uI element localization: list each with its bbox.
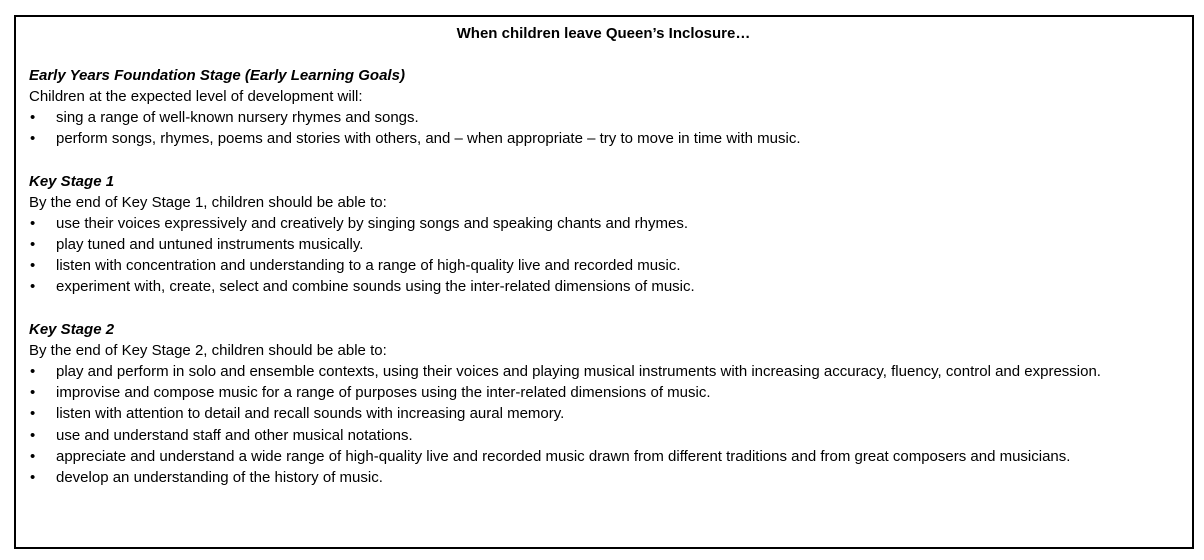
- list-item-text: sing a range of well-known nursery rhymes and songs.: [56, 109, 419, 126]
- list-item-text: experiment with, create, select and combine sounds using the inter-related dimensions of music.: [56, 278, 695, 296]
- section-eyfs: [29, 65, 1178, 150]
- list-item-text: listen with concentration and understanding to a range of high-quality live and recorded music.: [56, 257, 681, 275]
- section-intro: Children at the expected level of development will:: [29, 88, 363, 105]
- bullet-icon: •: [30, 130, 36, 148]
- list-item: [29, 213, 1178, 234]
- bullet-icon: •: [30, 384, 36, 402]
- bullet-icon: •: [30, 109, 36, 126]
- section-key-stage-1: [29, 171, 1178, 298]
- list-item-text: listen with attention to detail and recall sounds with increasing aural memory.: [56, 405, 565, 423]
- goal-list: [29, 213, 1178, 298]
- list-item-text: use and understand staff and other musical notations.: [56, 426, 413, 444]
- bullet-icon: •: [30, 362, 36, 380]
- list-item-text: improvise and compose music for a range of purposes using the inter-related dimensions of music.: [56, 384, 711, 402]
- section-intro: By the end of Key Stage 2, children should be able to:: [29, 341, 387, 359]
- list-item: [29, 467, 1178, 488]
- bullet-icon: •: [30, 447, 36, 465]
- list-item: [29, 446, 1178, 467]
- list-item-text: develop an understanding of the history of music.: [56, 469, 383, 487]
- list-item: [29, 425, 1178, 446]
- curriculum-box: [14, 15, 1194, 549]
- section-key-stage-2: [29, 319, 1178, 489]
- section-heading: Early Years Foundation Stage (Early Learning Goals): [29, 67, 405, 84]
- goal-list: [29, 107, 1178, 150]
- bullet-icon: •: [30, 469, 36, 487]
- bullet-icon: •: [30, 257, 36, 275]
- list-item: [29, 234, 1178, 255]
- bullet-icon: •: [30, 405, 36, 423]
- list-item-text: play and perform in solo and ensemble contexts, using their voices and playing musical instruments with increasing accuracy, fluency, control and expression.: [56, 362, 1101, 380]
- bullet-icon: •: [30, 426, 36, 444]
- goal-list: [29, 361, 1178, 489]
- bullet-icon: •: [30, 235, 36, 253]
- list-item-text: use their voices expressively and creatively by singing songs and speaking chants and rhymes.: [56, 214, 689, 232]
- section-heading: Key Stage 1: [29, 172, 115, 190]
- section-heading: Key Stage 2: [29, 320, 115, 338]
- list-item: [29, 361, 1178, 382]
- list-item: [29, 128, 1178, 149]
- list-item: [29, 403, 1178, 424]
- list-item: [29, 107, 1178, 128]
- bullet-icon: •: [30, 214, 36, 232]
- list-item: [29, 255, 1178, 276]
- section-intro: By the end of Key Stage 1, children should be able to:: [29, 193, 387, 211]
- list-item: [29, 276, 1178, 297]
- list-item-text: appreciate and understand a wide range of high-quality live and recorded music drawn from different traditions and from great composers and musicians.: [56, 447, 1071, 465]
- bullet-icon: •: [30, 278, 36, 296]
- page-title: When children leave Queen’s Inclosure…: [456, 25, 751, 42]
- list-item-text: play tuned and untuned instruments musically.: [56, 235, 364, 253]
- list-item: [29, 382, 1178, 403]
- list-item-text: perform songs, rhymes, poems and stories with others, and – when appropriate – try to move in time with music.: [56, 130, 801, 148]
